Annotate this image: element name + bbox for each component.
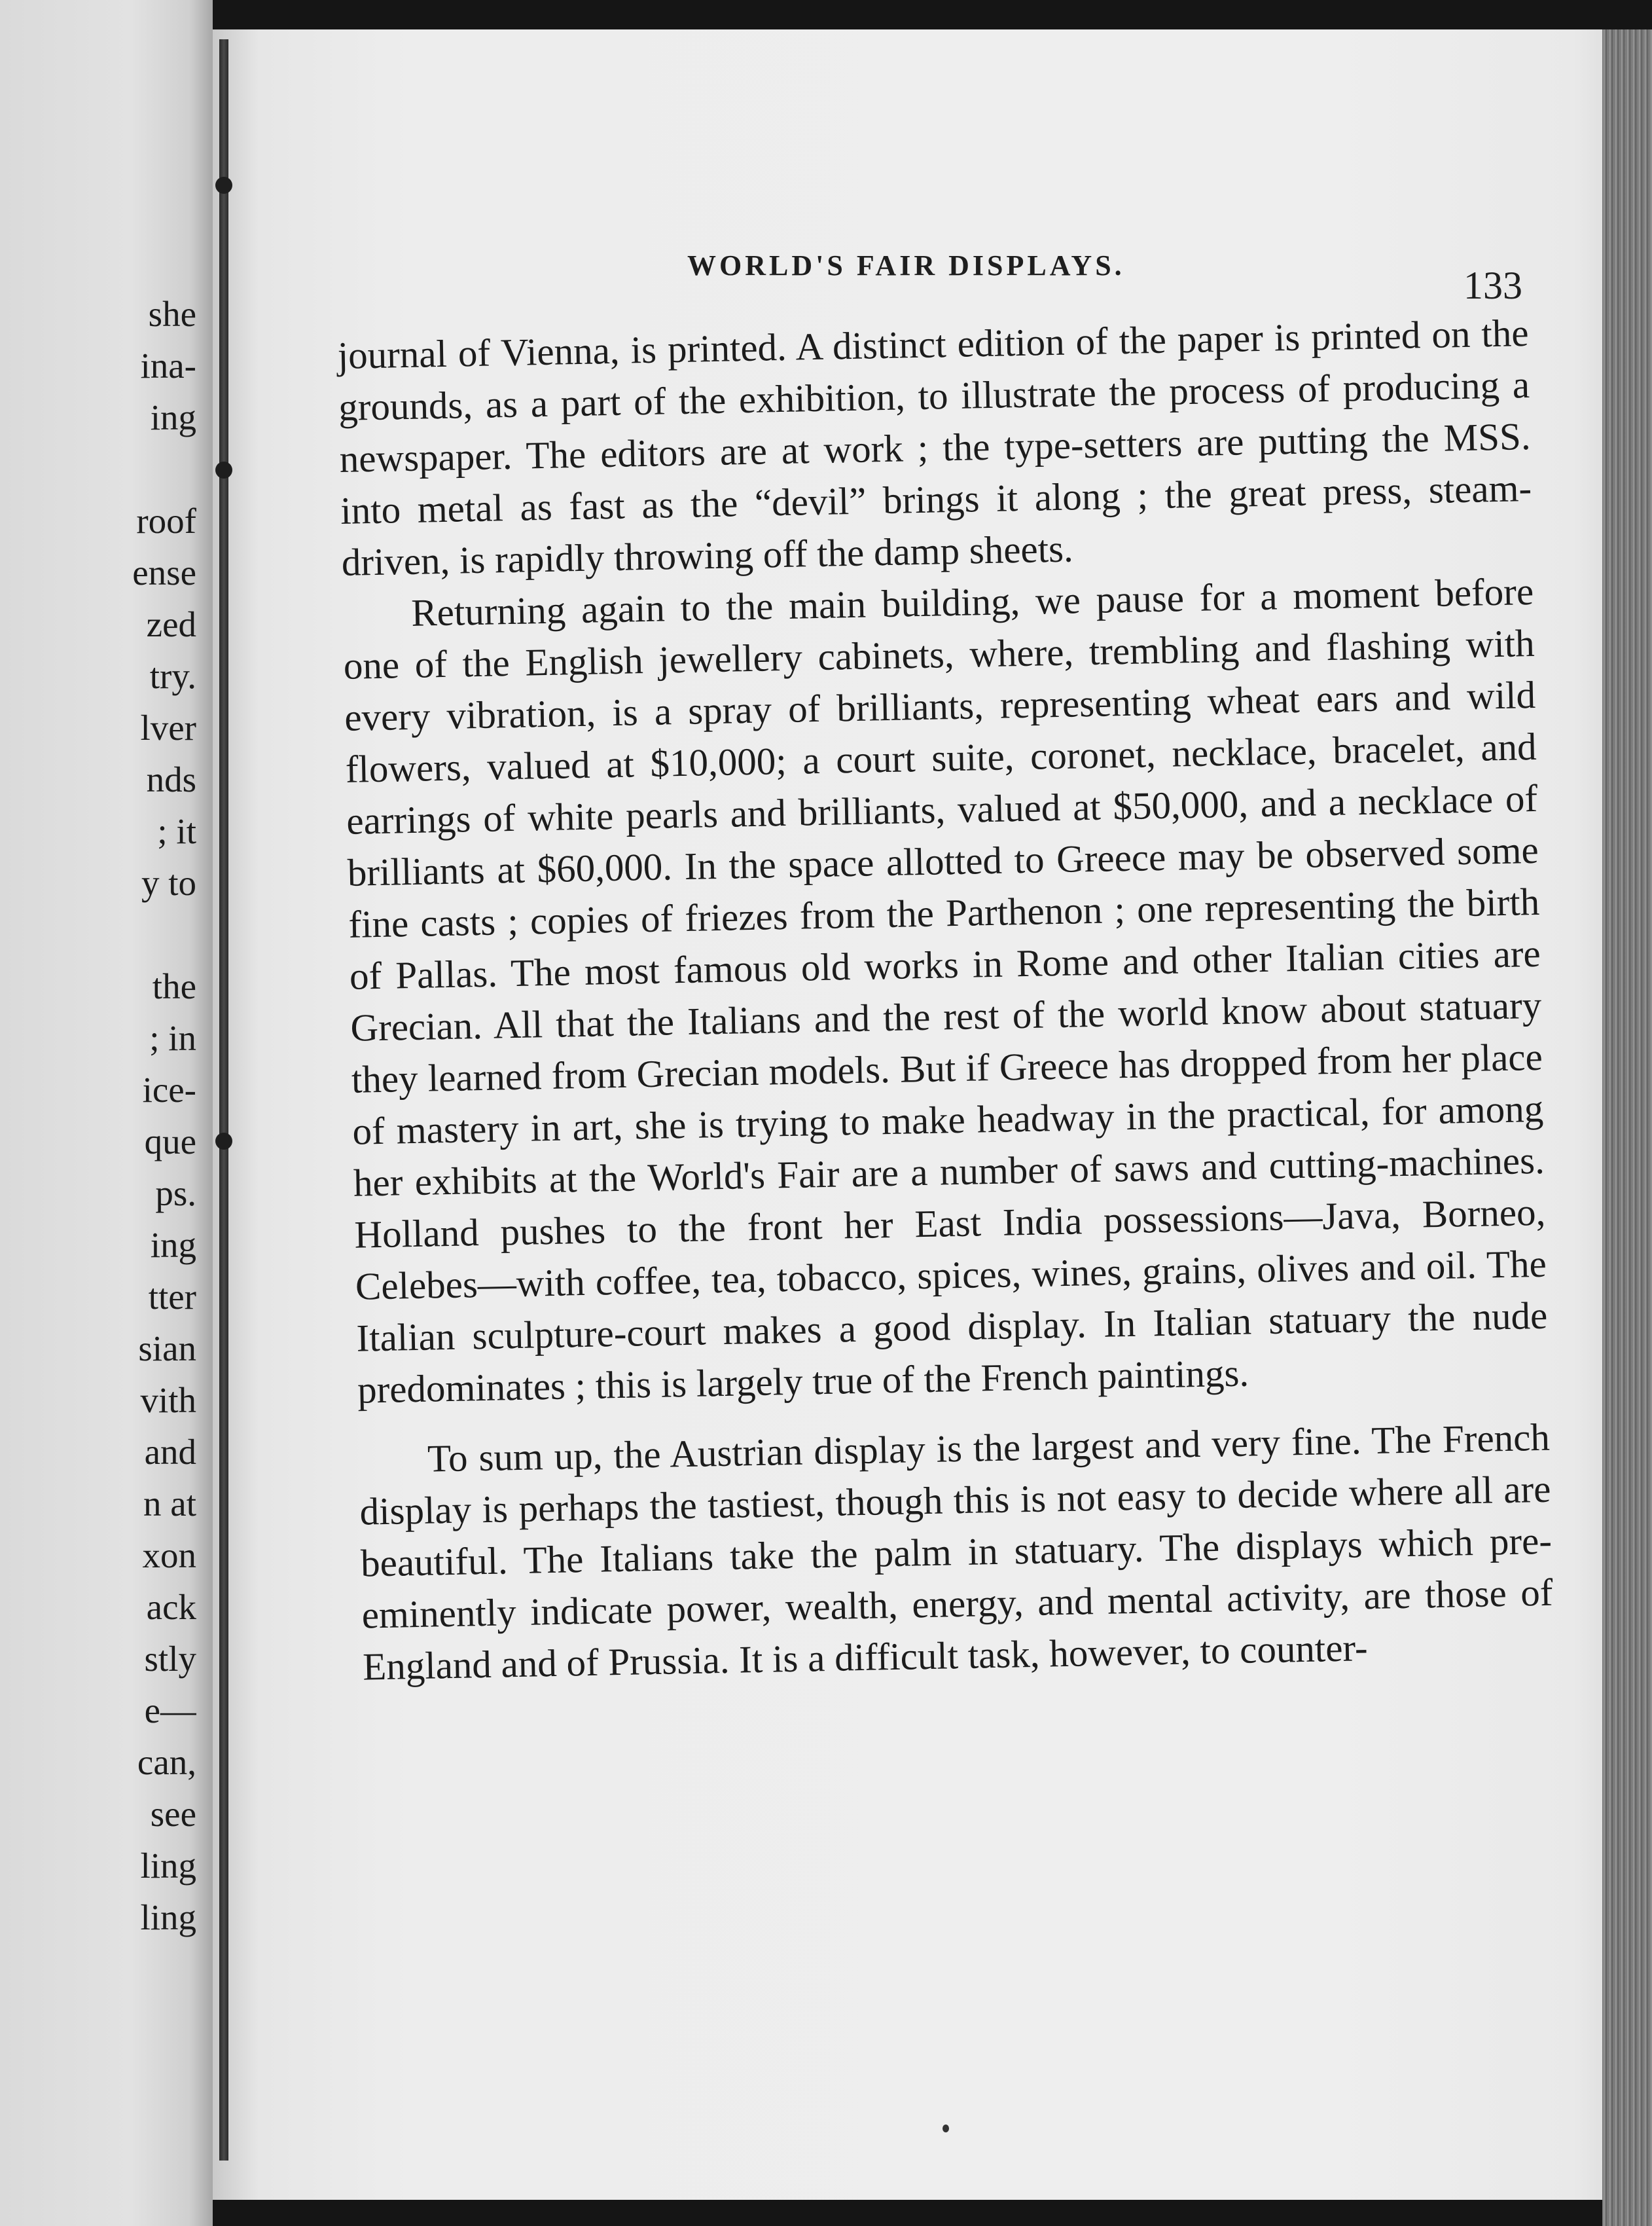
left-page-line: ing (150, 1225, 196, 1265)
left-page-line: ps. (155, 1173, 196, 1213)
left-page-line: sian (138, 1328, 196, 1368)
left-page-line: tter (148, 1277, 196, 1317)
spine-thread-mark (215, 1133, 232, 1150)
left-page-line: can, (137, 1742, 196, 1782)
left-page-line: e— (144, 1690, 196, 1730)
left-page-line: stly (144, 1639, 196, 1679)
left-page-line: ; it (157, 811, 196, 851)
left-page-line: ing (150, 397, 196, 437)
running-header: WORLD'S FAIR DISPLAYS. (687, 249, 1125, 282)
left-page-line: zed (146, 604, 196, 644)
left-page-text-fragments (0, 288, 196, 1943)
paragraph-3: To sum up, the Austrian display is the largest and very fine. The French display is perhaps the tastiest, though this is not easy to decide where all are beautiful. The Italians take the palm in statuary. The displays which pre-eminently indicate power, wealth, energy, and mental activity, are those of England and of Prussia. It is a difficult task, however, to counter- (359, 1415, 1553, 1688)
spine-thread-mark (215, 177, 232, 194)
left-page-line: ; in (149, 1018, 196, 1058)
left-page-line: try. (149, 656, 196, 696)
body-text (337, 307, 1554, 1693)
left-page-line: vith (140, 1380, 196, 1420)
left-page-line (0, 909, 196, 960)
left-page-line: ling (140, 1897, 196, 1937)
left-page-line: ense (132, 553, 196, 593)
left-page-line: and (144, 1432, 196, 1472)
left-page-line: roof (136, 501, 196, 541)
spine-thread-mark (215, 462, 232, 479)
left-page-line: lver (140, 708, 196, 748)
left-page-line: the (152, 966, 196, 1006)
left-page-line (0, 443, 196, 495)
left-page-fragment (0, 0, 213, 2226)
left-page-line: ack (146, 1587, 196, 1627)
left-page-line: she (148, 294, 196, 334)
left-page-line: n at (143, 1484, 196, 1524)
left-page-line: xon (142, 1535, 196, 1575)
left-page-line: ling (140, 1846, 196, 1886)
left-page-line: ina- (140, 346, 196, 386)
left-page-line: que (144, 1122, 196, 1161)
paragraph-2: Returning again to the main building, we pause for a moment before one of the English jewellery cabinets, where, trembling and flashing with every vibration, is a spray of brilliants, representing wheat ears and wild flowers, valued at $10,000; a court suite, coronet, necklace, bracelet, and earrings of white pearls and brilliants, valued at $50,000, and a necklace of brilliants at $60,000. In the space allotted to Greece may be observed some fine casts ; copies of friezes from the Parthenon ; one representing the birth of Pallas. The most famous old works in Rome and other Italian cities are Grecian. All that the Italians and the rest of the world know about statuary they learned from Grecian models. But if Greece has dropped from her place of mastery in art, she is trying to make headway in the practical, for among her exhibits at the World's Fair are a number of saws and cutting-machines. Holland pushes to the front her East India possessions—Java, Borneo, Celebes—with coffee, tea, tobacco, spices, wines, grains, olives and oil. The Italian sculpture-court makes a good display. In Italian statuary the nude predominates ; this is largely true of the French paintings. (343, 569, 1548, 1412)
page-speck (943, 2125, 949, 2132)
left-page-line: ice- (142, 1070, 196, 1110)
book-gutter (219, 39, 228, 2161)
paragraph-1: journal of Vienna, is printed. A distinct edition of the paper is printed on the grounds, as a part of the exhibition, to illustrate the process of producing a newspaper. The editors are at work ; the type-setters are putting the MSS. into metal as fast as the “devil” brings it along ; the great press, steam-driven, is rapidly throwing off the damp sheets. (337, 311, 1532, 584)
page-edges (1602, 29, 1652, 2226)
left-page-line: nds (146, 759, 196, 799)
left-page-line: y to (141, 863, 196, 903)
left-page-line: see (150, 1794, 196, 1834)
page-number: 133 (1463, 264, 1522, 307)
